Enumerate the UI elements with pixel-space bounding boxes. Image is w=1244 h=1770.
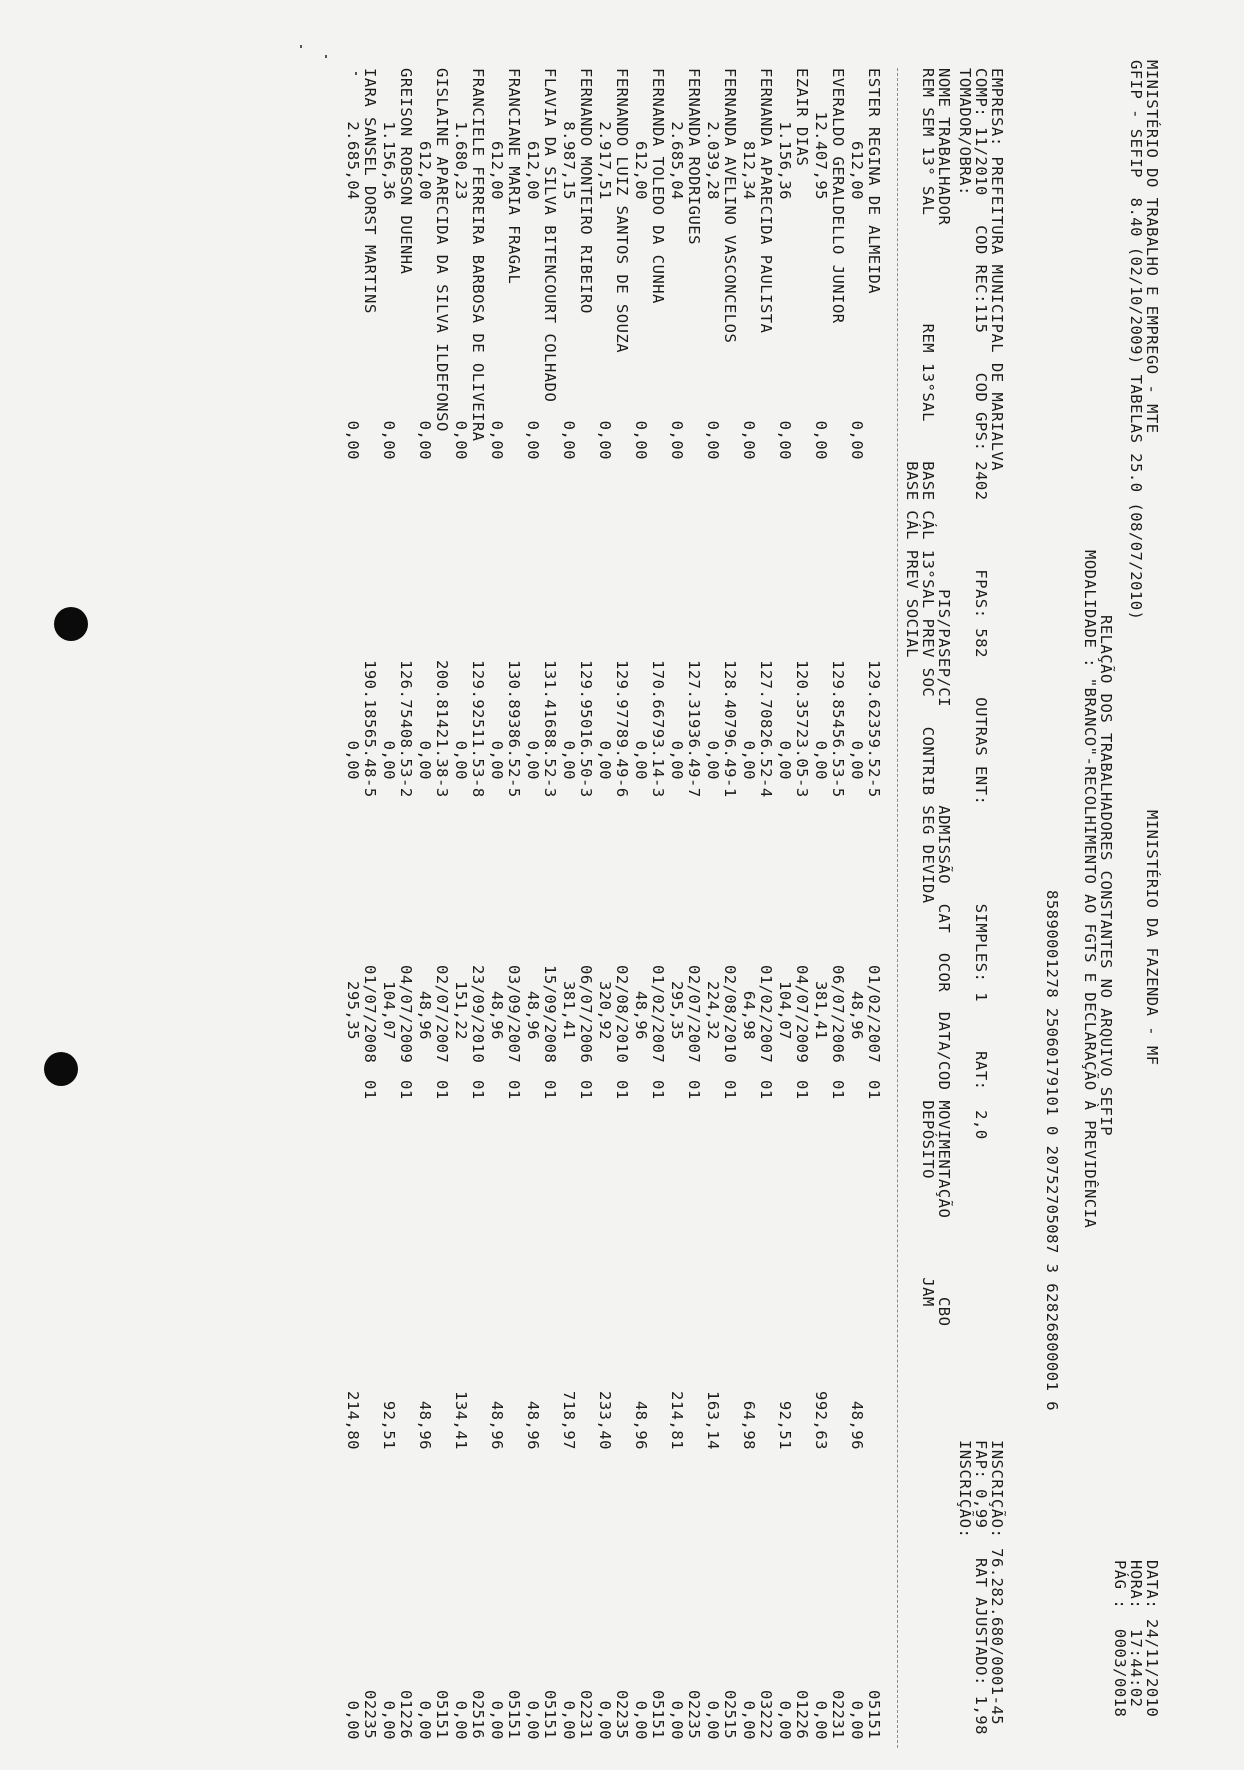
worker-base-13: 0,00 [776,740,794,780]
worker-base-13: 0,00 [452,740,470,780]
worker-admission: 04/07/2009 [793,965,811,1064]
worker-pis: 120.35723.05-3 [793,660,811,798]
worker-remuneration: 2.685,04 [344,121,362,200]
worker-deposit: 134,41 [452,1391,470,1450]
worker-jam: 0,00 [812,1700,830,1740]
worker-contribution: 48,96 [632,990,650,1040]
scan-speck [325,55,327,58]
worker-contribution: 381,41 [560,981,578,1040]
worker-remuneration: 1.680,23 [452,121,470,200]
worker-jam: 0,00 [560,1700,578,1740]
worker-cbo: 02231 [829,1690,847,1740]
worker-admission: 23/09/2010 [469,965,487,1064]
worker-remuneration: 612,00 [524,141,542,200]
worker-category: 01 [397,1080,415,1100]
worker-jam: 0,00 [776,1700,794,1740]
worker-jam: 0,00 [452,1700,470,1740]
worker-deposit: 64,98 [740,1400,758,1450]
worker-category: 01 [505,1080,523,1100]
worker-jam: 0,00 [704,1700,722,1740]
worker-name: FERNANDA TOLEDO DA CUNHA [649,68,667,304]
worker-base-13: 0,00 [740,740,758,780]
worker-deposit: 992,63 [812,1391,830,1450]
ministry-mf: MINISTÉRIO DA FAZENDA - MF [1143,810,1161,1066]
worker-deposit: 718,97 [560,1391,578,1450]
rotated-report [70,60,1160,1760]
worker-base-13: 0,00 [416,740,434,780]
worker-deposit: 48,96 [632,1400,650,1450]
column-header-2: REM SEM 13° SAL REM 13°SAL BASE CÁL 13°SAL PREV SOC CONTRIB SEG DEVIDA DEPÓSITO JAM [919,68,937,1307]
worker-rem-13: 0,00 [812,420,830,460]
worker-pis: 170.66793.14-3 [649,660,667,798]
worker-category: 01 [793,1080,811,1100]
worker-contribution: 48,96 [524,990,542,1040]
worker-remuneration: 812,34 [740,141,758,200]
worker-cbo: 05151 [541,1690,559,1740]
worker-deposit: 48,96 [488,1400,506,1450]
worker-jam: 0,00 [380,1700,398,1740]
header-divider [897,68,898,1748]
worker-contribution: 295,35 [668,981,686,1040]
worker-admission: 02/07/2007 [433,965,451,1064]
worker-cbo: 02235 [361,1690,379,1740]
report-title: RELAÇÃO DOS TRABALHADORES CONSTANTES NO ARQUIVO SEFIP [1097,615,1115,1137]
worker-name: FERNANDO LUIZ SANTOS DE SOUZA [613,68,631,354]
worker-cbo: 05151 [649,1690,667,1740]
worker-category: 01 [577,1080,595,1100]
worker-remuneration: 12.407,95 [812,111,830,200]
worker-category: 01 [721,1080,739,1100]
worker-remuneration: 8.987,15 [560,121,578,200]
worker-deposit: 214,81 [668,1391,686,1450]
worker-name: FRANCIELE FERREIRA BARBOSA DE OLIVEIRA [469,68,487,442]
worker-rem-13: 0,00 [488,420,506,460]
worker-jam: 0,00 [416,1700,434,1740]
worker-admission: 15/09/2008 [541,965,559,1064]
worker-pis: 129.92511.53-8 [469,660,487,798]
time: HORA: 17:44:02 [1127,1560,1145,1708]
worker-cbo: 02515 [721,1690,739,1740]
worker-name: GISLAINE APARECIDA DA SILVA ILDEFONSO [433,68,451,432]
worker-category: 01 [685,1080,703,1100]
worker-jam: 0,00 [632,1700,650,1740]
worker-base-13: 0,00 [812,740,830,780]
worker-deposit: 92,51 [776,1400,794,1450]
column-header-1: NOME TRABALHADOR PIS/PASEP/CI ADMISSÃO CAT OCOR DATA/COD MOVIMENTAÇÃO CBO [935,68,953,1327]
worker-pis: 130.89386.52-5 [505,660,523,798]
worker-admission: 01/02/2007 [865,965,883,1064]
worker-admission: 01/02/2007 [757,965,775,1064]
worker-base-13: 0,00 [560,740,578,780]
worker-cbo: 05151 [505,1690,523,1740]
worker-remuneration: 612,00 [416,141,434,200]
worker-admission: 04/07/2009 [397,965,415,1064]
worker-contribution: 224,32 [704,981,722,1040]
worker-contribution: 151,22 [452,981,470,1040]
worker-pis: 190.18565.48-5 [361,660,379,798]
worker-rem-13: 0,00 [848,420,866,460]
worker-contribution: 104,07 [776,981,794,1040]
worker-cbo: 02231 [577,1690,595,1740]
worker-pis: 126.75408.53-2 [397,660,415,798]
worker-base-13: 0,00 [704,740,722,780]
worker-remuneration: 612,00 [632,141,650,200]
worker-name: EVERALDO GERALDELLO JUNIOR [829,68,847,324]
worker-cbo: 02235 [613,1690,631,1740]
worker-base-13: 0,00 [596,740,614,780]
worker-pis: 127.70826.52-4 [757,660,775,798]
worker-admission: 02/08/2010 [721,965,739,1064]
scan-speck [300,45,302,48]
worker-name: FRANCIANE MARIA FRAGAL [505,68,523,285]
worker-deposit: 163,14 [704,1391,722,1450]
worker-remuneration: 2.039,28 [704,121,722,200]
worker-name: FERNANDA AVELINO VASCONCELOS [721,68,739,344]
worker-name: EZAIR DIAS [793,68,811,167]
worker-rem-13: 0,00 [560,420,578,460]
tomador-inscription: INSCRIÇÃO: [956,1440,974,1539]
worker-category: 01 [829,1080,847,1100]
worker-pis: 200.81421.38-3 [433,660,451,798]
worker-name: IARA SANSEL DORST MARTINS [361,68,379,314]
worker-cbo: 02516 [469,1690,487,1740]
worker-rem-13: 0,00 [668,420,686,460]
worker-pis: 129.95016.50-3 [577,660,595,798]
company-inscription: INSCRIÇÃO: 76.282.680/0001-45 [988,1440,1006,1726]
worker-admission: 02/07/2007 [685,965,703,1064]
worker-remuneration: 1.156,36 [380,121,398,200]
worker-cbo: 05151 [433,1690,451,1740]
worker-category: 01 [469,1080,487,1100]
worker-remuneration: 2.685,04 [668,121,686,200]
worker-rem-13: 0,00 [704,420,722,460]
worker-jam: 0,00 [344,1700,362,1740]
worker-rem-13: 0,00 [380,420,398,460]
worker-category: 01 [433,1080,451,1100]
worker-jam: 0,00 [596,1700,614,1740]
worker-jam: 0,00 [488,1700,506,1740]
worker-deposit: 92,51 [380,1400,398,1450]
worker-remuneration: 612,00 [488,141,506,200]
worker-remuneration: 612,00 [848,141,866,200]
worker-admission: 01/07/2008 [361,965,379,1064]
worker-cbo: 01226 [793,1690,811,1740]
worker-deposit: 233,40 [596,1391,614,1450]
worker-jam: 0,00 [668,1700,686,1740]
report-modality: MODALIDADE : "BRANCO"-RECOLHIMENTO AO FGTS E DECLARAÇÃO À PREVIDÊNCIA [1081,550,1099,1229]
worker-contribution: 64,98 [740,990,758,1040]
worker-pis: 128.40796.49-1 [721,660,739,798]
worker-pis: 129.85456.53-5 [829,660,847,798]
worker-contribution: 320,92 [596,981,614,1040]
worker-jam: 0,00 [524,1700,542,1740]
worker-rem-13: 0,00 [524,420,542,460]
worker-deposit: 48,96 [848,1400,866,1450]
worker-deposit: 48,96 [416,1400,434,1450]
worker-rem-13: 0,00 [344,420,362,460]
worker-contribution: 295,35 [344,981,362,1040]
worker-name: FERNANDA APARECIDA PAULISTA [757,68,775,334]
worker-name: FERNANDO MONTEIRO RIBEIRO [577,68,595,314]
worker-jam: 0,00 [848,1700,866,1740]
worker-rem-13: 0,00 [452,420,470,460]
worker-admission: 03/09/2007 [505,965,523,1064]
worker-rem-13: 0,00 [632,420,650,460]
worker-cbo: 05151 [865,1690,883,1740]
worker-admission: 06/07/2006 [829,965,847,1064]
worker-pis: 127.31936.49-7 [685,660,703,798]
worker-base-13: 0,00 [488,740,506,780]
worker-contribution: 48,96 [848,990,866,1040]
tomador: TOMADOR/OBRA: [956,68,974,196]
page-number: PÁG : 0003/0018 [1111,1560,1129,1718]
worker-contribution: 104,07 [380,981,398,1040]
worker-name: FERNANDA RODRIGUES [685,68,703,245]
worker-contribution: 48,96 [416,990,434,1040]
worker-rem-13: 0,00 [596,420,614,460]
worker-rem-13: 0,00 [416,420,434,460]
worker-pis: 129.62359.52-5 [865,660,883,798]
column-header-3: BASE CÁL PREV SOCIAL [903,68,921,658]
worker-base-13: 0,00 [668,740,686,780]
worker-category: 01 [541,1080,559,1100]
worker-admission: 02/08/2010 [613,965,631,1064]
worker-pis: 131.41688.52-3 [541,660,559,798]
worker-contribution: 48,96 [488,990,506,1040]
worker-deposit: 48,96 [524,1400,542,1450]
worker-pis: 129.97789.49-6 [613,660,631,798]
worker-contribution: 381,41 [812,981,830,1040]
worker-admission: 06/07/2006 [577,965,595,1064]
date: DATA: 24/11/2010 [1143,1560,1161,1718]
company-name: EMPRESA: PREFEITURA MUNICIPAL DE MARIALVA [988,68,1006,472]
worker-remuneration: 2.917,51 [596,121,614,200]
worker-cbo: 01226 [397,1690,415,1740]
worker-base-13: 0,00 [632,740,650,780]
sefip-version: GFIP - SEFIP 8.40 (02/10/2009) TABELAS 25.0 (08/07/2010) [1127,60,1145,621]
worker-category: 01 [361,1080,379,1100]
worker-rem-13: 0,00 [776,420,794,460]
worker-category: 01 [649,1080,667,1100]
worker-rem-13: 0,00 [740,420,758,460]
worker-deposit: 214,80 [344,1391,362,1450]
worker-cbo: 03222 [757,1690,775,1740]
worker-base-13: 0,00 [380,740,398,780]
worker-admission: 01/02/2007 [649,965,667,1064]
worker-base-13: 0,00 [524,740,542,780]
barcode-number: 85890001278 25060179101 0 20752705087 3 62826800001 6 [1043,890,1061,1412]
worker-category: 01 [865,1080,883,1100]
worker-jam: 0,00 [740,1700,758,1740]
worker-name: GREISON ROBSON DUENHA [397,68,415,275]
worker-name: FLAVIA DA SILVA BITENCOURT COLHADO [541,68,559,403]
worker-base-13: 0,00 [344,740,362,780]
worker-base-13: 0,00 [848,740,866,780]
worker-name: ESTER REGINA DE ALMEIDA [865,68,883,295]
worker-category: 01 [757,1080,775,1100]
fap-rat: FAP: 0,99 RAT AJUSTADO: 1,98 [972,1440,990,1735]
worker-category: 01 [613,1080,631,1100]
competence-line: COMP: 11/2010 COD REC:115 COD GPS: 2402 FPAS: 582 OUTRAS ENT: SIMPLES: 1 RAT: 2,0 [972,68,990,1140]
worker-remuneration: 1.156,36 [776,121,794,200]
worker-cbo: 02235 [685,1690,703,1740]
ministry-mte: MINISTÉRIO DO TRABALHO E EMPREGO - MTE [1143,60,1161,434]
